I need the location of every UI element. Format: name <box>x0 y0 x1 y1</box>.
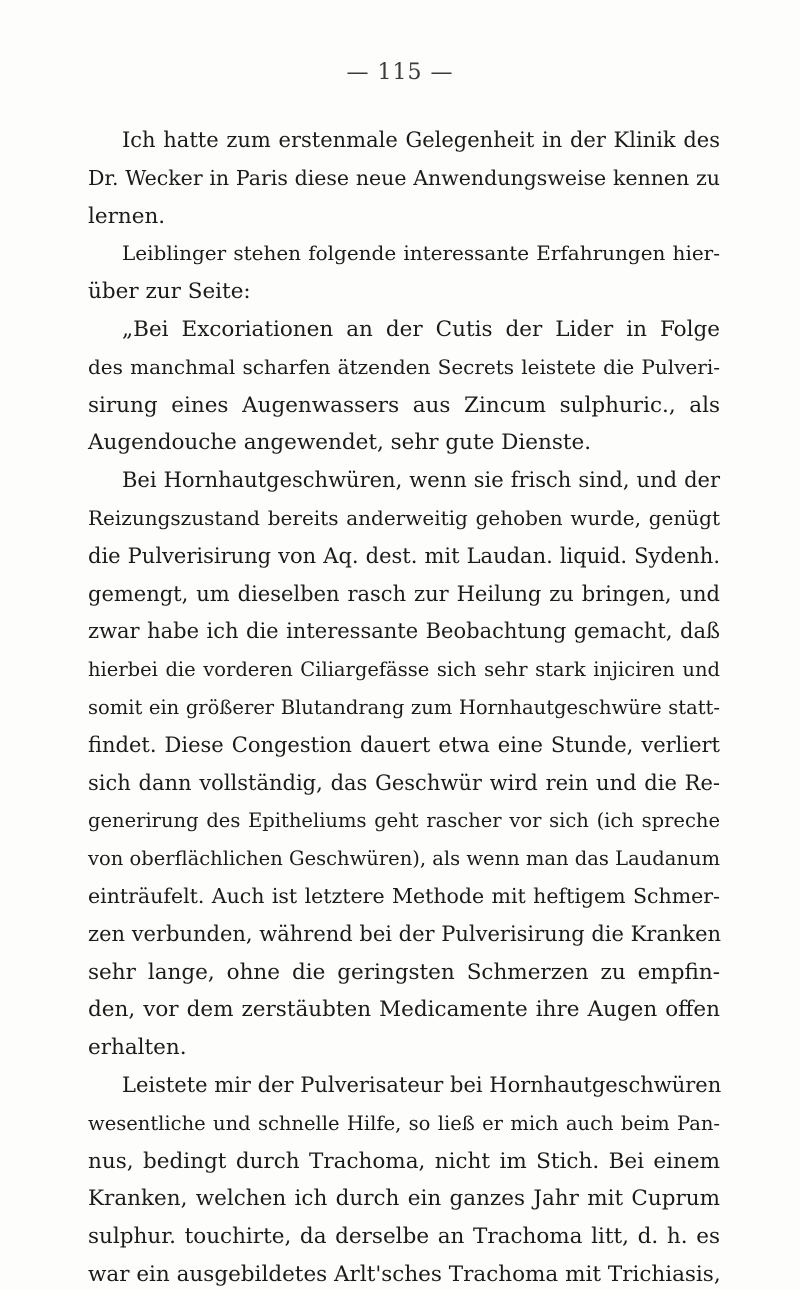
text-line: generirung des Epitheliums geht rascher vor sich (ich spreche <box>88 809 720 833</box>
text-line: Bei Hornhautgeschwüren, wenn sie frisch sind, und der <box>122 468 720 493</box>
text-line: wesentliche und schnelle Hilfe, so ließ er mich auch beim Pan- <box>88 1111 720 1135</box>
text-line: gemengt, um dieselben rasch zur Heilung zu bringen, und <box>88 581 720 606</box>
text-line: den, vor dem zerstäubten Medicamente ihre Augen offen <box>88 997 720 1023</box>
text-line: lernen. <box>88 203 166 229</box>
text-line: Ich hatte zum erstenmale Gelegenheit in der Klinik des <box>122 128 720 152</box>
body-text <box>88 122 720 1294</box>
text-line: Kranken, welchen ich durch ein ganzes Jahr mit Cuprum <box>88 1186 720 1212</box>
text-line: somit ein größerer Blutandrang zum Hornhautgeschwüre statt- <box>88 695 720 719</box>
text-line: Leiblinger stehen folgende interessante Erfahrungen hier- <box>122 241 720 266</box>
text-line: war ein ausgebildetes Arlt'sches Trachoma mit Trichiasis, <box>88 1261 721 1287</box>
text-line: sirung eines Augenwassers aus Zincum sulphuric., als <box>88 392 720 418</box>
text-line: Reizungszustand bereits anderweitig gehoben wurde, genügt <box>88 505 720 530</box>
text-line: sehr lange, ohne die geringsten Schmerzen zu empfin- <box>88 959 720 985</box>
text-line: sulphur. touchirte, da derselbe an Trachoma litt, d. h. es <box>88 1224 720 1250</box>
text-line: Augendouche angewendet, sehr gute Dienste. <box>88 430 592 456</box>
text-line: über zur Seite: <box>88 279 251 305</box>
text-line: Dr. Wecker in Paris diese neue Anwendungsweise kennen zu <box>88 165 720 190</box>
text-line: zen verbunden, während bei der Pulverisirung die Kranken <box>88 921 722 946</box>
text-line: erhalten. <box>88 1035 187 1061</box>
text-line: findet. Diese Congestion dauert etwa eine Stunde, verliert <box>88 732 720 757</box>
text-line: die Pulverisirung von Aq. dest. mit Laudan. liquid. Sydenh. <box>88 543 720 568</box>
text-line: sich dann vollständig, das Geschwür wird rein und die Re- <box>88 770 720 795</box>
text-line: hierbei die vorderen Ciliargefässe sich sehr stark injiciren und <box>88 658 720 682</box>
text-line: „Bei Excoriationen an der Cutis der Lider in Folge <box>122 316 720 342</box>
text-line: von oberflächlichen Geschwüren), als wenn man das Laudanum <box>88 847 720 871</box>
text-line: einträufelt. Auch ist letztere Methode mit heftigem Schmer- <box>88 883 720 908</box>
text-line: zwar habe ich die interessante Beobachtung gemacht, daß <box>88 619 720 644</box>
text-line: nus, bedingt durch Trachoma, nicht im Stich. Bei einem <box>88 1148 720 1174</box>
text-line: Leistete mir der Pulverisateur bei Hornhautgeschwüren <box>122 1072 722 1097</box>
page-number: — 115 — <box>346 60 454 85</box>
text-line: des manchmal scharfen ätzenden Secrets leistete die Pulveri- <box>88 354 720 379</box>
